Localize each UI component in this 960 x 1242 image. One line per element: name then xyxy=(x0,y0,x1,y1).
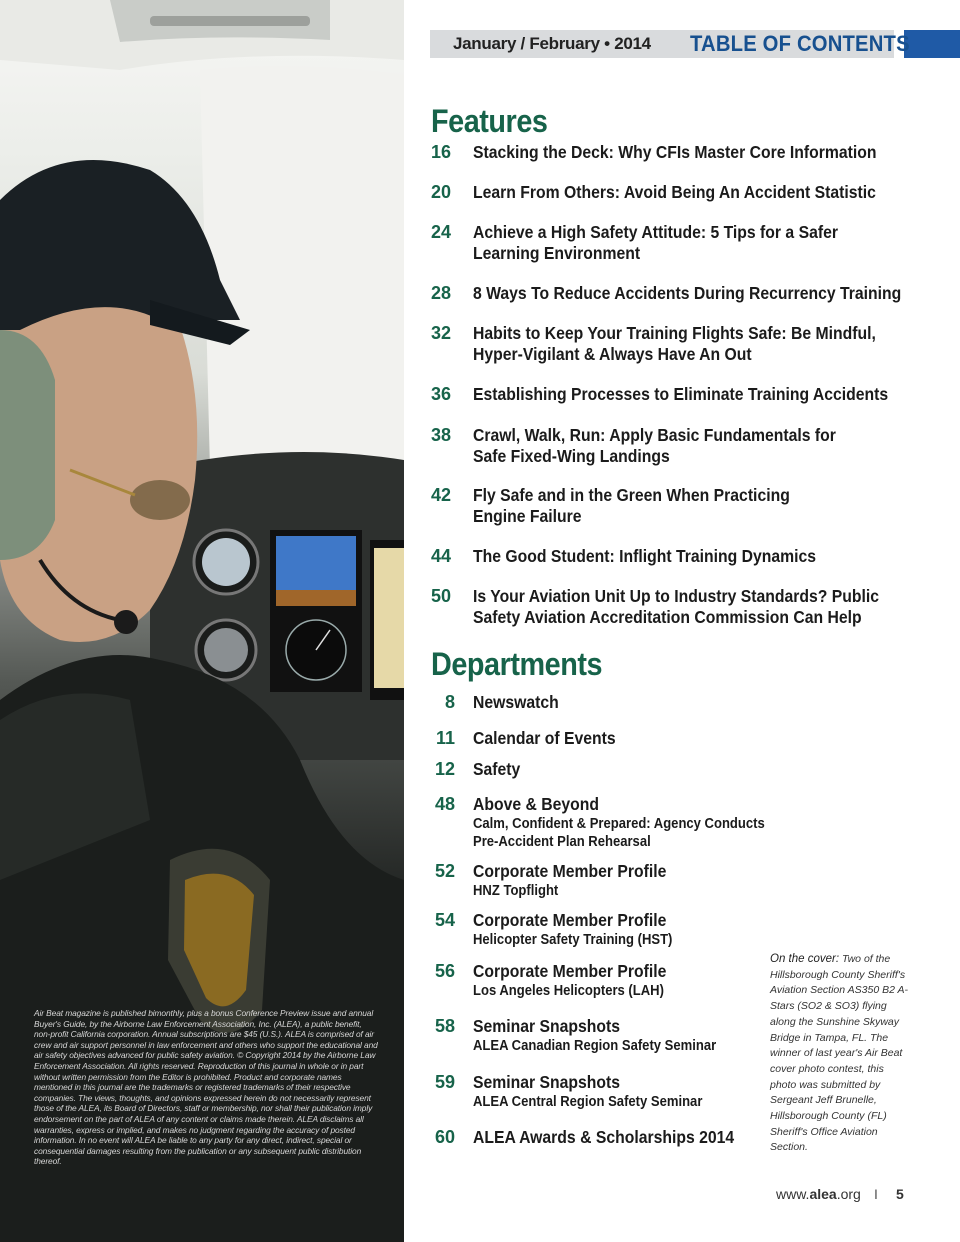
department-subtitle: ALEA Canadian Region Safety Seminar xyxy=(473,1038,717,1054)
cover-caption xyxy=(770,952,910,1156)
features-heading: Features xyxy=(431,103,548,139)
departments-heading: Departments xyxy=(431,646,603,682)
feature-title-line: Fly Safe and in the Green When Practicing xyxy=(473,485,790,505)
footer-url-prefix: www. xyxy=(776,1186,810,1202)
department-page-number: 56 xyxy=(434,961,455,981)
department-page-number: 52 xyxy=(434,861,455,881)
feature-page-number: 32 xyxy=(431,323,452,343)
department-page-number: 54 xyxy=(434,910,455,930)
feature-title-line: Stacking the Deck: Why CFIs Master Core Information xyxy=(473,142,877,162)
feature-title xyxy=(473,586,896,627)
department-subtitle: HNZ Topflight xyxy=(473,883,559,899)
department-title: Seminar Snapshots xyxy=(473,1072,621,1092)
feature-title-line: Habits to Keep Your Training Flights Safe: Be Mindful, xyxy=(473,323,876,343)
footer-url-domain: alea xyxy=(809,1186,837,1202)
feature-page-number: 50 xyxy=(431,586,452,606)
feature-page-number: 44 xyxy=(431,546,452,566)
department-page-number: 59 xyxy=(434,1072,455,1092)
feature-page-number: 28 xyxy=(431,283,452,303)
feature-page-number: 36 xyxy=(431,384,452,404)
footer-url-suffix: .org xyxy=(836,1186,861,1202)
feature-page-number: 24 xyxy=(431,222,452,242)
feature-title-line: Establishing Processes to Eliminate Training Accidents xyxy=(473,384,889,404)
department-subtitle: Los Angeles Helicopters (LAH) xyxy=(473,983,664,999)
feature-title-line: Engine Failure xyxy=(473,505,582,526)
department-page-number: 58 xyxy=(434,1016,455,1036)
page-title: TABLE OF CONTENTS xyxy=(690,31,910,56)
department-title: ALEA Awards & Scholarships 2014 xyxy=(473,1127,735,1147)
footer-page-number: 5 xyxy=(896,1186,904,1202)
department-title: Corporate Member Profile xyxy=(473,861,667,881)
department-subtitle: Helicopter Safety Training (HST) xyxy=(473,932,673,948)
department-title: Safety xyxy=(473,759,521,779)
feature-title-line: Crawl, Walk, Run: Apply Basic Fundamentals for xyxy=(473,425,836,445)
feature-title xyxy=(473,283,902,304)
feature-page-number: 20 xyxy=(431,182,452,202)
department-page-number: 11 xyxy=(435,728,455,748)
feature-page-number: 42 xyxy=(431,485,452,505)
issue-date: January / February • 2014 xyxy=(453,34,651,53)
department-title: Newswatch xyxy=(473,692,559,712)
cover-caption-label: On the cover: xyxy=(770,953,840,965)
feature-title-line: The Good Student: Inflight Training Dynamics xyxy=(473,546,817,566)
feature-page-number: 38 xyxy=(431,425,452,445)
header-accent-block xyxy=(904,30,960,58)
feature-title xyxy=(473,485,896,526)
cover-caption-text: Two of the Hillsborough County Sheriff's Aviation Section AS350 B2 A-Stars (SO2 & SO3) flying along the Sunshine Skyway Bridge in Tampa, FL. The winner of last year's Air Beat cover photo contest, this photo was submitted by Sergeant Jeff Brunelle, Hillsborough County (FL) Sheriff's Office Aviation Section. xyxy=(770,953,908,1154)
feature-title-line: Safe Fixed-Wing Landings xyxy=(473,445,670,466)
feature-page-number: 16 xyxy=(431,142,452,162)
department-title: Corporate Member Profile xyxy=(473,910,667,930)
department-title: Above & Beyond xyxy=(473,794,600,814)
feature-title xyxy=(473,425,896,466)
feature-title-line: Hyper-Vigilant & Always Have An Out xyxy=(473,343,752,364)
feature-title xyxy=(473,222,896,263)
publication-legal-notice: Air Beat magazine is published bimonthly, plus a bonus Conference Preview issue and annual Buyer's Guide, by the Airborne Law Enforcement Association, Inc. (ALEA), a public benefit, non-profit California corporation. Annual subscriptions are $45 (U.S.). ALEA is comprised of air crew and air support personnel in law enforcement and others who support the educational and air safety objectives advanced for public safety aviation. © Copyright 2014 by the Airborne Law Enforcement Association. All rights reserved. Reproduction of this journal in whole or in part without written permission from the Editor is prohibited. Product and corporate names mentioned in this journal are the trademarks or registered trademarks of their respective companies. The views, thoughts, and opinions expressed herein do not necessarily represent those of the ALEA, its Board of Directors, staff or membership, nor shall their publication imply endorsement on the part of ALEA of any content or claims made therein. ALEA disclaims all warranties, express or implied, and makes no judgment regarding the accuracy of posted information. In no event will ALEA be liable to any party for any direct, indirect, special or consequential damages resulting from the publication or any subsequent public distribution thereof. xyxy=(34,1008,378,1167)
department-page-number: 60 xyxy=(434,1127,455,1147)
department-page-number: 48 xyxy=(434,794,455,814)
department-title: Corporate Member Profile xyxy=(473,961,667,981)
feature-title-line: Achieve a High Safety Attitude: 5 Tips for a Safer xyxy=(473,222,838,242)
department-subtitle: Calm, Confident & Prepared: Agency Conducts xyxy=(473,816,765,832)
feature-title-line: Learning Environment xyxy=(473,242,641,263)
department-subtitle: Pre-Accident Plan Rehearsal xyxy=(473,834,651,850)
feature-title-line: Is Your Aviation Unit Up to Industry Standards? Public xyxy=(473,586,880,606)
feature-title-line: Learn From Others: Avoid Being An Accident Statistic xyxy=(473,182,876,202)
department-title: Seminar Snapshots xyxy=(473,1016,621,1036)
department-page-number: 8 xyxy=(444,692,455,712)
department-page-number: 12 xyxy=(434,759,455,779)
department-subtitle: ALEA Central Region Safety Seminar xyxy=(473,1094,703,1110)
feature-title xyxy=(473,546,896,567)
department-title: Calendar of Events xyxy=(473,728,616,748)
feature-title xyxy=(473,323,896,364)
cover-photo-cockpit xyxy=(0,0,404,1242)
feature-title xyxy=(473,182,896,203)
feature-title xyxy=(473,384,896,405)
feature-title-line: Safety Aviation Accreditation Commission Can Help xyxy=(473,606,862,627)
footer-url[interactable] xyxy=(776,1186,861,1202)
footer-separator: I xyxy=(874,1186,878,1202)
feature-title xyxy=(473,142,896,163)
feature-title-line: 8 Ways To Reduce Accidents During Recurrency Training xyxy=(473,283,902,303)
